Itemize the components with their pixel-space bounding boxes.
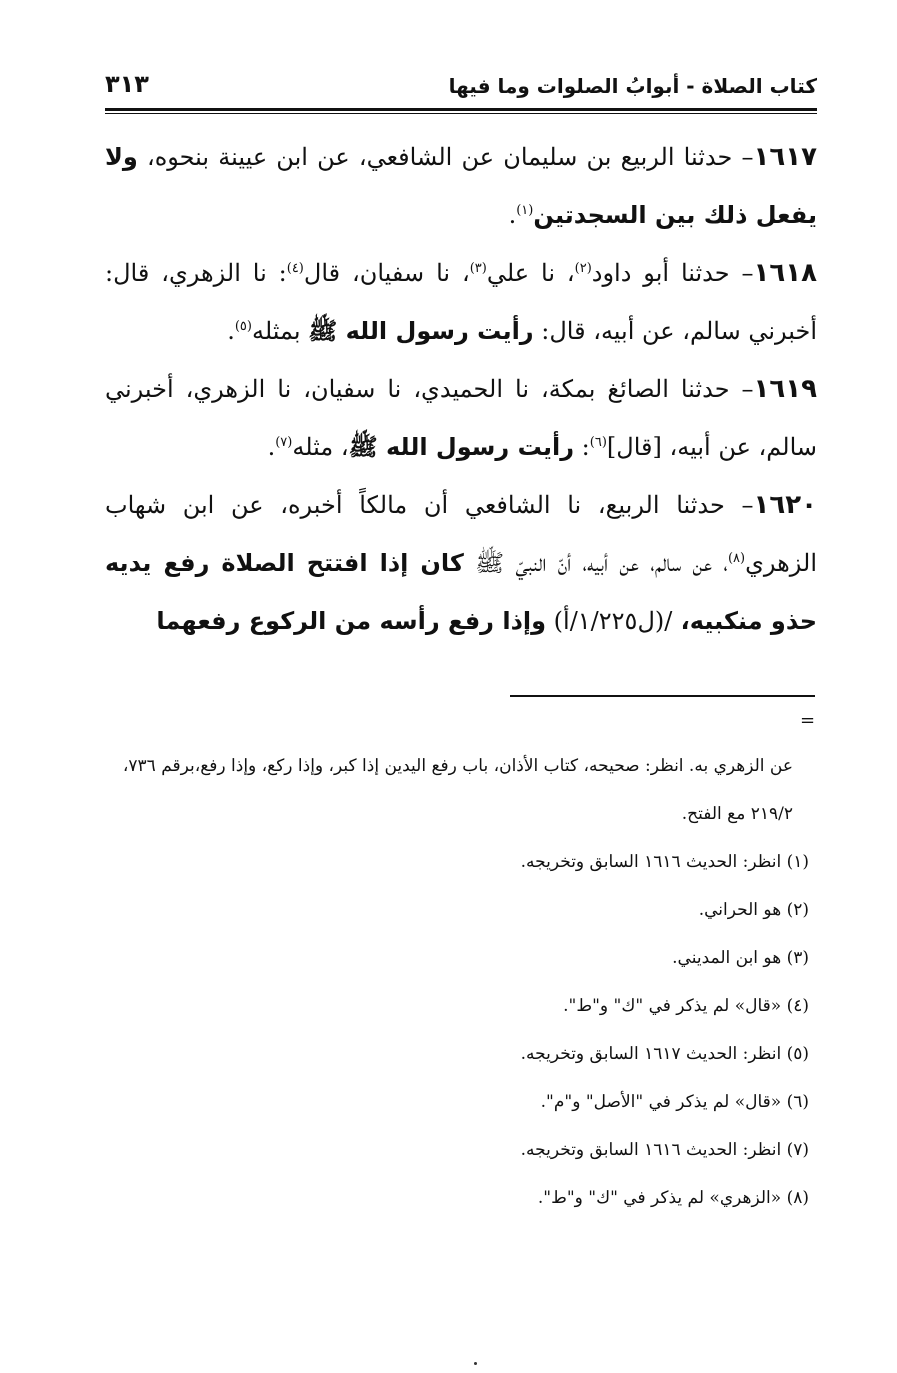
footnote-item: (٢) هو الحراني. [698,900,809,920]
hadith-1617 [105,128,817,244]
hadith-emphasis: رأيت رسول الله ﷺ [348,433,575,461]
page-number: ٣١٣ [105,70,149,98]
running-header [105,70,817,106]
scan-speck [474,1362,477,1365]
hadith-text: – حدثنا الصائغ بمكة، نا الحميدي، نا سفيان، نا الزهري، أخبرني سالم، عن أبيه، [قال] [105,375,817,461]
hadith-text: . [267,433,276,461]
manuscript-folio-ref: /(ل١/٢٢٥/أ) [546,607,673,635]
hadith-1619 [105,360,817,476]
hadith-text: ، مثله [292,433,349,461]
hadith-emphasis: ولا يفعل ذلك بين السجدتين [105,143,817,229]
hadith-text: ، نا سفيان، قال [303,259,470,287]
hadith-number: ١٦١٧ [753,142,817,172]
hadith-text: . [508,201,517,229]
footnote-ref: (٣) [469,261,487,276]
hadith-text: . [227,317,235,345]
continuation-mark: = [800,710,816,731]
hadith-text: : نا الزهري، قال: أخبرني سالم، عن أبيه، قال: [105,259,817,345]
footnote-item: (٦) «قال» لم يذكر في "الأصل" و"م". [540,1092,809,1112]
hadith-text: ، نا علي [486,259,575,287]
footnote-separator [510,695,815,697]
hadith-1620 [105,476,817,650]
hadith-text: – حدثنا الربيع بن سليمان عن الشافعي، عن ابن عيينة بنحوه، [137,143,754,171]
footnote-item: (٣) هو ابن المديني. [672,948,809,968]
footnote-continuation: عن الزهري به. انظر: صحيحه، كتاب الأذان، باب رفع اليدين إذا كبر، وإذا ركع، وإذا رفع،برقم ٧٣٦، ٢١٩/٢ مع الفتح. [122,756,793,824]
footnote-ref: (٨) [727,551,746,566]
hadith-emphasis: كان إذا افتتح الصلاة رفع يديه حذو منكبيه، [105,549,817,635]
hadith-number: ١٦١٨ [753,258,817,288]
hadith-text: – حدثنا أبو داود [591,259,754,287]
hadith-text: بمثله [251,317,309,345]
hadith-text: : [574,433,590,461]
footnote-item: (٨) «الزهري» لم يذكر في "ك" و"ط". [537,1188,809,1208]
hadith-text: – حدثنا الربيع، نا الشافعي أن مالكاً أخبره، عن ابن شهاب الزهري [105,491,817,577]
hadith-emphasis: وإذا رفع رأسه من الركوع رفعهما [156,607,547,635]
hadith-number: ١٦١٩ [753,374,817,404]
hadith-1618 [105,244,817,360]
hadith-text: ، عن سالم، عن أبيه، أنّ النبيّ ﷺ [463,549,728,577]
header-rule [105,108,817,114]
hadith-number: ١٦٢٠ [753,490,817,520]
footnote-item: (٤) «قال» لم يذكر في "ك" و"ط". [563,996,809,1016]
footnote-ref: (٢) [574,261,592,276]
footnote-ref: (٥) [234,319,252,334]
chapter-title: كتاب الصلاة - أبوابُ الصلوات وما فيها [448,74,817,98]
footnote-ref: (٧) [275,435,293,450]
hadith-emphasis: رأيت رسول الله ﷺ [308,317,534,345]
footnote-ref: (١) [516,203,534,218]
footnote-item: (٧) انظر: الحديث ١٦١٦ السابق وتخريجه. [520,1140,809,1160]
footnote-item: (٥) انظر: الحديث ١٦١٧ السابق وتخريجه. [520,1044,809,1064]
footnote-item: (١) انظر: الحديث ١٦١٦ السابق وتخريجه. [520,852,809,872]
footnotes [105,742,817,1222]
footnote-ref: (٤) [286,261,304,276]
footnote-ref: (٦) [589,435,607,450]
main-text [105,128,817,650]
